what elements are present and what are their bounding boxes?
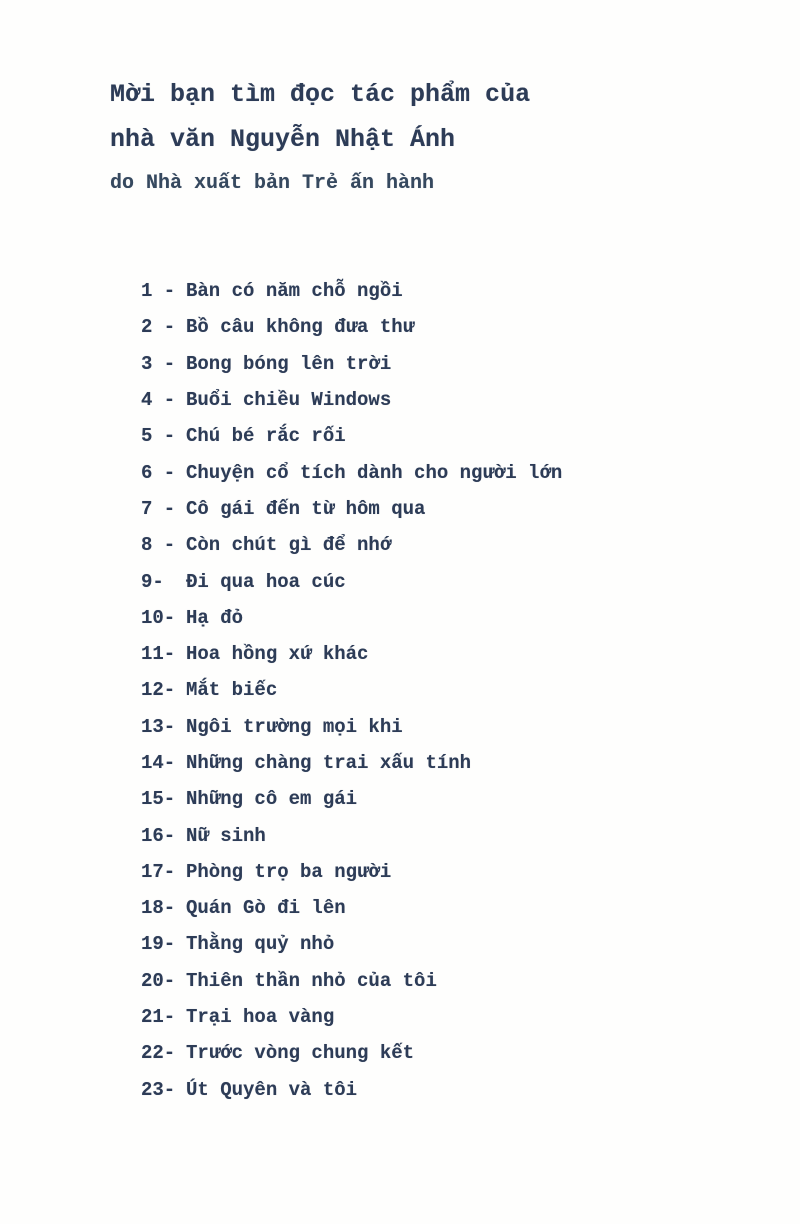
book-item-title: Nữ sinh [186, 824, 266, 847]
book-list-item [141, 418, 562, 454]
book-list-item [141, 346, 562, 382]
book-item-number: 3 - [141, 352, 176, 375]
book-item-number: 6 - [141, 461, 176, 484]
book-item-title: Trước vòng chung kết [186, 1042, 415, 1065]
book-item-number: 9- [141, 570, 164, 593]
book-list-item [141, 709, 562, 745]
book-item-title: Trại hoa vàng [186, 1006, 335, 1029]
book-list-item [141, 999, 562, 1035]
book-item-number: 21- [141, 1006, 176, 1029]
book-item-title: Những chàng trai xấu tính [186, 752, 472, 774]
book-item-title: Buổi chiều Windows [186, 389, 392, 412]
book-item-title: Mắt biếc [186, 679, 278, 702]
book-item-title: Quán Gò đi lên [186, 897, 346, 920]
page-header [110, 72, 530, 205]
book-list-item [141, 1072, 562, 1108]
book-item-title: Út Quyên và tôi [186, 1078, 358, 1101]
book-item-title: Cô gái đến từ hôm qua [186, 497, 426, 520]
book-list-item [141, 745, 562, 781]
book-list-item [141, 491, 562, 527]
book-list-item [141, 600, 562, 636]
book-item-title: Phòng trọ ba người [186, 860, 392, 883]
book-item-number: 19- [141, 933, 176, 956]
book-item-title: Những cô em gái [186, 788, 358, 811]
book-item-title: Chuyện cổ tích dành cho người lớn [186, 461, 563, 484]
book-item-number: 20- [141, 969, 176, 992]
book-item-title: Bàn có năm chỗ ngồi [186, 280, 403, 303]
book-list-item [141, 273, 562, 309]
book-item-number: 1 - [141, 280, 176, 303]
book-list-item [141, 672, 562, 708]
book-list-item [141, 963, 562, 999]
book-item-number: 16- [141, 824, 176, 847]
book-item-number: 5 - [141, 425, 176, 448]
book-item-number: 12- [141, 679, 176, 702]
book-item-number: 18- [141, 897, 176, 920]
book-item-number: 22- [141, 1042, 176, 1065]
book-list-item [141, 854, 562, 890]
header-line-2-author-name: nhà văn Nguyễn Nhật Ánh [110, 125, 456, 154]
header-line-3-publisher: do Nhà xuất bản Trẻ ấn hành [110, 172, 435, 195]
book-list-item [141, 454, 562, 490]
book-item-number: 10- [141, 606, 176, 629]
book-item-number: 4 - [141, 389, 176, 412]
book-list-item [141, 817, 562, 853]
book-item-number: 14- [141, 752, 176, 774]
book-item-number: 23- [141, 1078, 176, 1101]
book-item-number: 7 - [141, 497, 176, 520]
book-list [141, 273, 562, 1108]
book-item-title: Đi qua hoa cúc [186, 570, 346, 593]
book-list-item [141, 527, 562, 563]
book-item-title: Chú bé rắc rối [186, 425, 346, 448]
header-line-1: Mời bạn tìm đọc tác phẩm của [110, 80, 531, 109]
book-item-title: Thằng quỷ nhỏ [186, 933, 335, 956]
book-list-item [141, 309, 562, 345]
book-item-number: 13- [141, 715, 176, 738]
book-item-title: Ngôi trường mọi khi [186, 715, 403, 738]
book-item-title: Hạ đỏ [186, 606, 244, 629]
book-item-title: Thiên thần nhỏ của tôi [186, 969, 437, 992]
book-list-item [141, 1035, 562, 1071]
book-list-item [141, 382, 562, 418]
book-item-number: 15- [141, 788, 176, 811]
book-item-number: 17- [141, 860, 176, 883]
book-list-item [141, 563, 562, 599]
book-list-item [141, 636, 562, 672]
book-item-title: Còn chút gì để nhớ [186, 534, 392, 557]
book-list-item [141, 926, 562, 962]
book-item-number: 8 - [141, 534, 176, 557]
book-list-item [141, 781, 562, 817]
book-list-item [141, 890, 562, 926]
book-item-number: 2 - [141, 316, 176, 339]
book-item-title: Bong bóng lên trời [186, 352, 392, 375]
book-item-number: 11- [141, 643, 176, 666]
book-item-title: Bồ câu không đưa thư [186, 316, 415, 339]
book-item-title: Hoa hồng xứ khác [186, 643, 369, 666]
